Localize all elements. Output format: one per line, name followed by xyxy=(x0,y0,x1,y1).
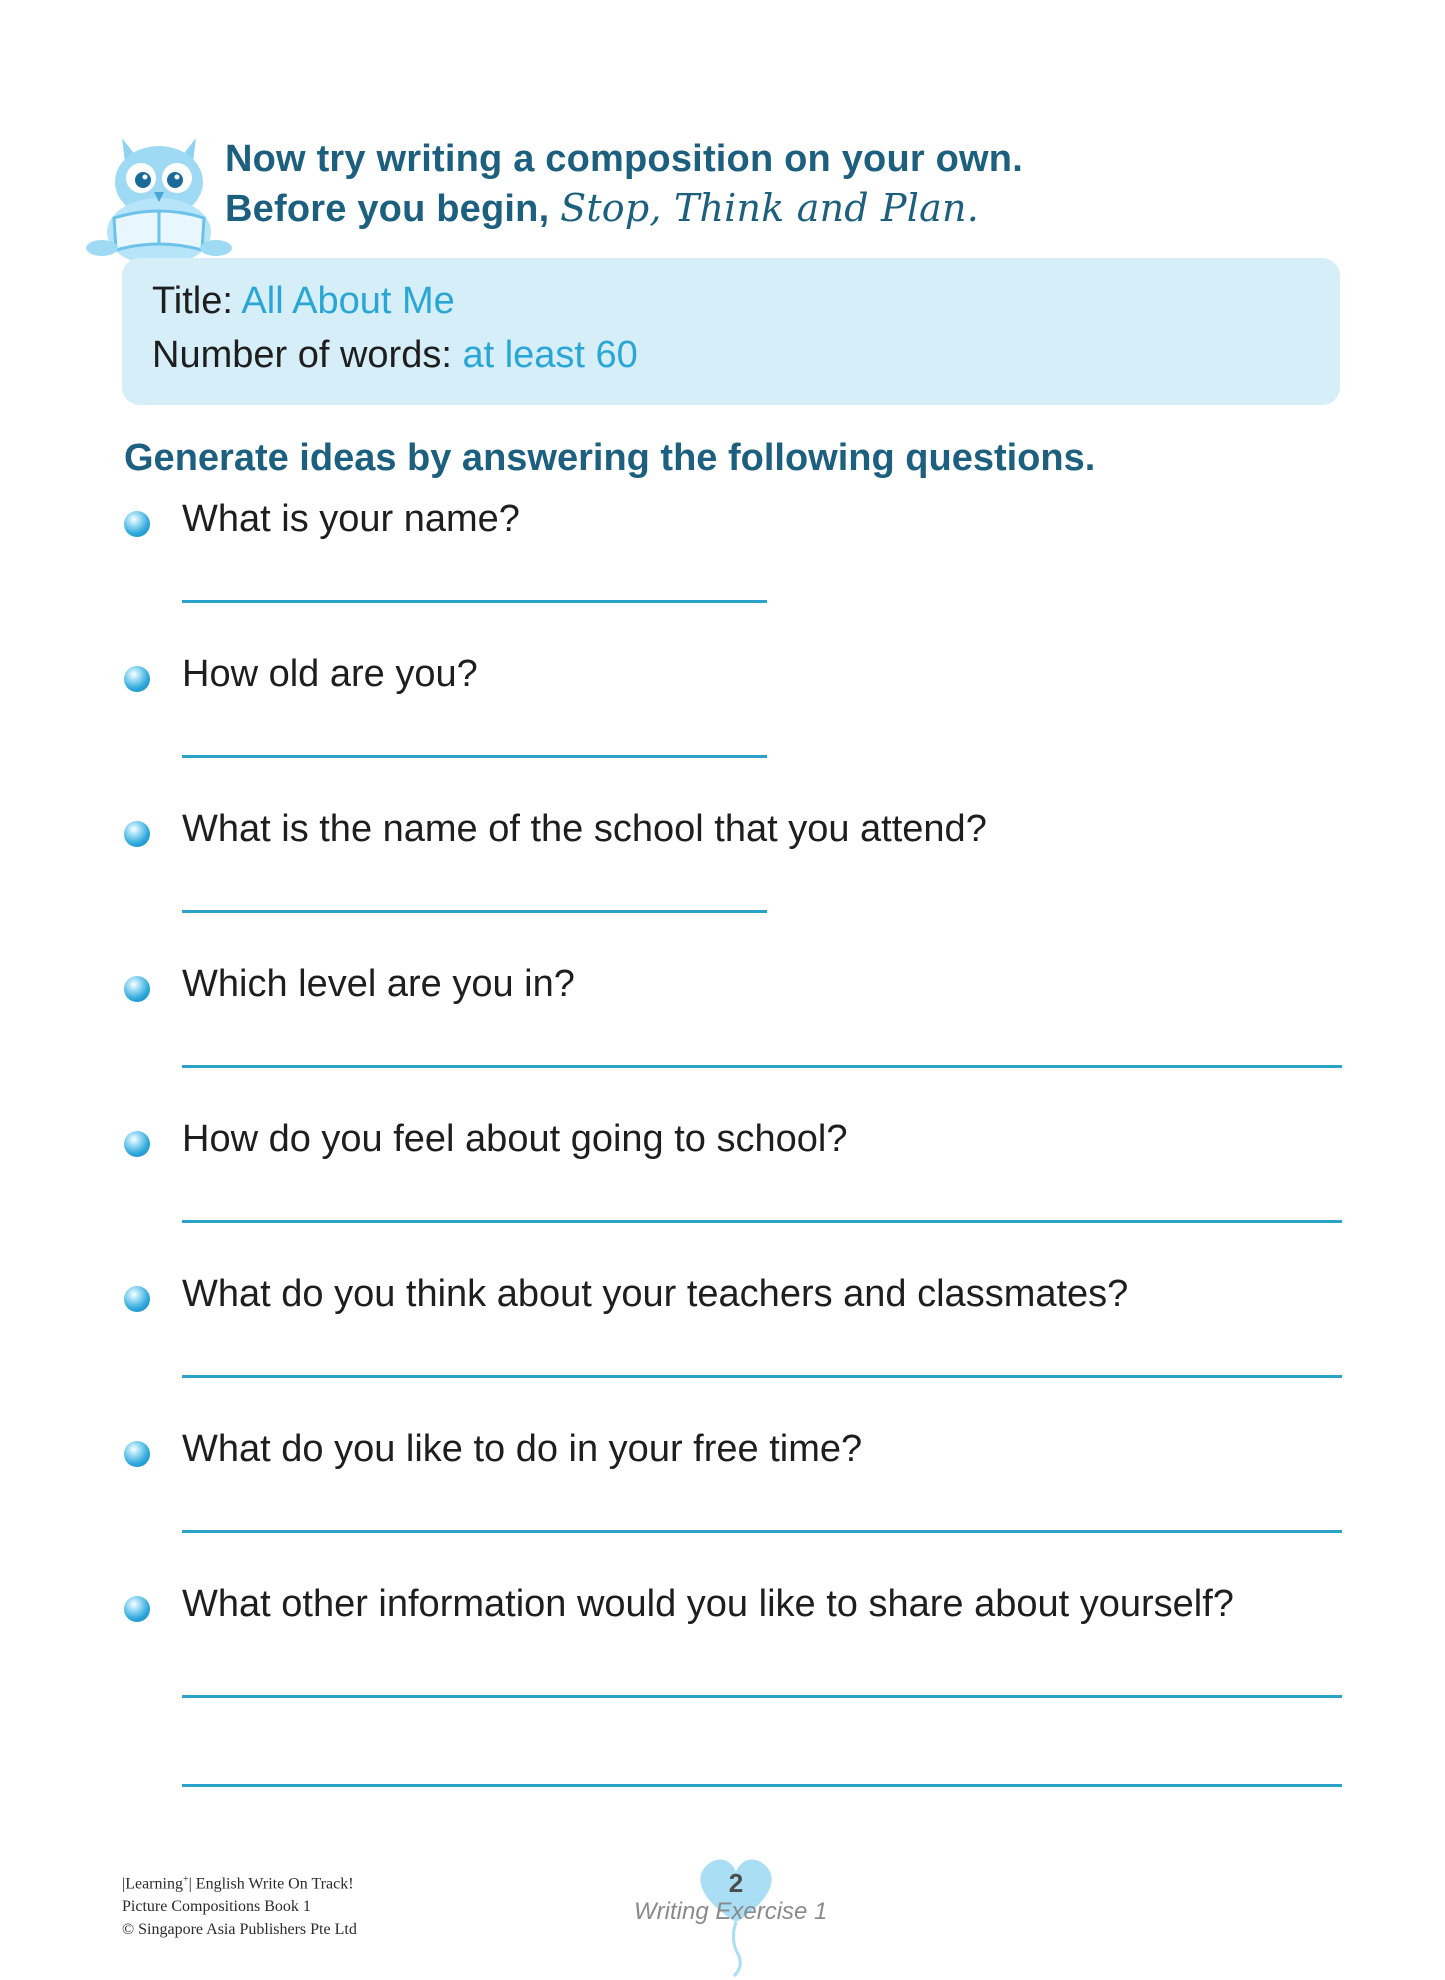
page-number: 2 xyxy=(728,1868,744,1898)
brand-superscript: + xyxy=(182,1874,189,1885)
answer-line[interactable] xyxy=(182,1375,1342,1378)
brand-suffix: | English Write On Track! xyxy=(188,1875,354,1893)
question-text: How old are you? xyxy=(182,653,478,695)
footer-brand xyxy=(122,1868,357,1895)
generate-ideas-instruction: Generate ideas by answering the following questions. xyxy=(124,437,1096,479)
owl-mascot-icon xyxy=(84,120,234,270)
bullet-icon xyxy=(124,1596,150,1622)
word-count-value: at least 60 xyxy=(462,334,638,376)
title-value: All About Me xyxy=(241,280,455,322)
question-text: What do you think about your teachers and classmates? xyxy=(182,1273,1129,1315)
bullet-icon xyxy=(124,511,150,537)
bullet-icon xyxy=(124,821,150,847)
exercise-label: Writing Exercise 1 xyxy=(634,1898,828,1925)
bullet-icon xyxy=(124,1286,150,1312)
footer-credits xyxy=(122,1868,357,1941)
answer-line[interactable] xyxy=(182,910,767,913)
bullet-icon xyxy=(124,1131,150,1157)
answer-line[interactable] xyxy=(182,1784,1342,1787)
answer-line[interactable] xyxy=(182,755,767,758)
question-text: Which level are you in? xyxy=(182,963,575,1005)
brand-prefix: |Learning xyxy=(122,1875,183,1893)
bullet-icon xyxy=(124,1441,150,1467)
answer-line[interactable] xyxy=(182,600,767,603)
answer-line[interactable] xyxy=(182,1065,1342,1068)
question-text: What is the name of the school that you attend? xyxy=(182,808,987,850)
instruction-subheading xyxy=(225,186,979,231)
question-text: How do you feel about going to school? xyxy=(182,1118,848,1160)
answer-line[interactable] xyxy=(182,1695,1342,1698)
word-count-requirement xyxy=(152,334,638,377)
bullet-icon xyxy=(124,666,150,692)
footer-book: Picture Compositions Book 1 xyxy=(122,1898,311,1916)
word-count-label: Number of words: xyxy=(152,334,463,376)
answer-line[interactable] xyxy=(182,1220,1342,1223)
answer-line[interactable] xyxy=(182,1530,1342,1533)
question-text: What is your name? xyxy=(182,498,520,540)
footer-copyright: © Singapore Asia Publishers Pte Ltd xyxy=(122,1921,357,1939)
subheading-prefix: Before you begin, xyxy=(225,188,561,230)
title-label: Title: xyxy=(152,280,242,322)
question-text: What other information would you like to share about yourself? xyxy=(182,1583,1234,1625)
composition-details-panel xyxy=(122,258,1340,405)
stop-think-plan-text: Stop, Think and Plan. xyxy=(560,186,979,230)
instruction-heading: Now try writing a composition on your own. xyxy=(225,138,1023,180)
question-text: What do you like to do in your free time? xyxy=(182,1428,863,1470)
composition-title xyxy=(152,280,455,323)
bullet-icon xyxy=(124,976,150,1002)
